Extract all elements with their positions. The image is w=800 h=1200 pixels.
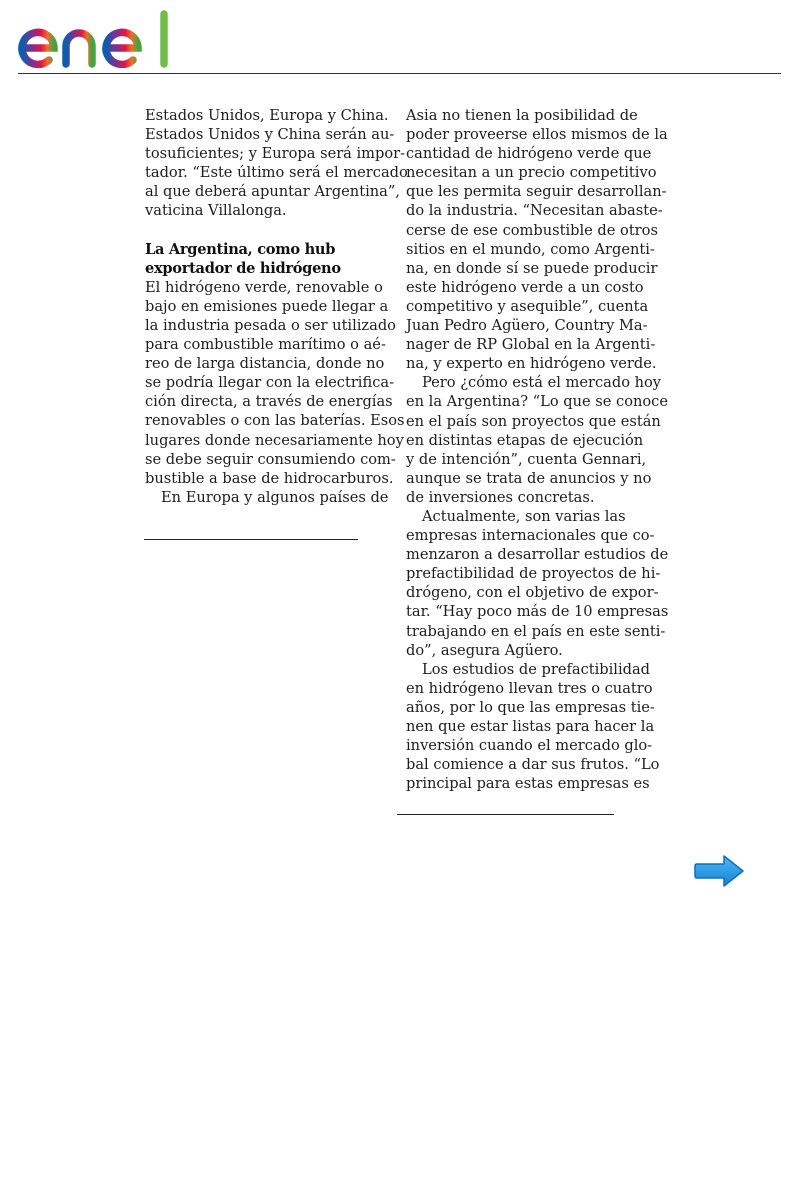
text-line: menzaron a desarrollar estudios de (406, 546, 669, 564)
text-line: necesitan a un precio competitivo (406, 164, 657, 182)
text-line: do la industria. “Necesitan abaste- (406, 202, 663, 220)
section-subheading (145, 240, 367, 278)
text-line: en hidrógeno llevan tres o cuatro (406, 679, 653, 697)
enel-logo (16, 8, 186, 70)
header-rule (18, 73, 781, 74)
text-line: en el país son proyectos que están (406, 412, 661, 430)
text-line: se podría llegar con la electrifica- (145, 374, 395, 392)
paragraph (145, 278, 405, 488)
column-end-rule (144, 539, 358, 540)
text-line: que les permita seguir desarrollan- (406, 183, 667, 201)
text-line: de inversiones concretas. (406, 488, 595, 506)
text-line: años, por lo que las empresas tie- (406, 698, 655, 716)
text-line: bustible a base de hidrocarburos. (145, 469, 394, 487)
text-line: Asia no tienen la posibilidad de (406, 107, 638, 124)
text-line: cerse de ese combustible de otros (406, 221, 658, 239)
text-line: competitivo y asequible”, cuenta (406, 297, 649, 315)
text-line: El hidrógeno verde, renovable o (145, 278, 383, 296)
text-line: la industria pesada o ser utilizado (145, 316, 396, 334)
article-right-column (406, 106, 669, 793)
text-line: trabajando en el país en este senti- (406, 622, 666, 640)
text-line: en la Argentina? “Lo que se conoce (406, 393, 668, 411)
text-line: Estados Unidos y China serán au- (145, 126, 395, 144)
text-line: tar. “Hay poco más de 10 empresas (406, 603, 669, 621)
text-line: tosuficientes; y Europa será impor- (145, 145, 406, 163)
text-line: En Europa y algunos países de (161, 488, 389, 506)
paragraph (145, 106, 408, 221)
text-line: Pero ¿cómo está el mercado hoy (422, 374, 662, 392)
paragraph (406, 373, 668, 507)
arrow-right-icon[interactable] (694, 853, 746, 889)
text-line: Los estudios de prefactibilidad (422, 660, 651, 678)
text-line: nager de RP Global en la Argenti- (406, 336, 656, 354)
article-left-column (145, 106, 408, 507)
text-line: principal para estas empresas es (406, 775, 650, 793)
subheading-line: exportador de hidrógeno (145, 259, 341, 277)
text-line: ción directa, a través de energías (145, 393, 393, 411)
paragraph (406, 106, 668, 373)
text-line: na, en donde sí se puede producir (406, 259, 658, 277)
text-line: do”, asegura Agüero. (406, 641, 563, 659)
text-line: para combustible marítimo o aé- (145, 336, 386, 354)
paragraph (406, 660, 660, 794)
text-line: al que deberá apuntar Argentina”, (145, 183, 400, 201)
text-line: este hidrógeno verde a un costo (406, 278, 644, 296)
text-line: tador. “Este último será el mercado (145, 164, 408, 182)
text-line: reo de larga distancia, donde no (145, 355, 385, 373)
text-line: bajo en emisiones puede llegar a (145, 297, 389, 315)
text-line: nen que estar listas para hacer la (406, 718, 655, 735)
subheading-line: La Argentina, como hub (145, 240, 336, 258)
text-line: poder proveerse ellos mismos de la (406, 126, 668, 144)
text-line: Actualmente, son varias las (422, 507, 626, 525)
text-line: inversión cuando el mercado glo- (406, 737, 653, 755)
text-line: aunque se trata de anuncios y no (406, 469, 652, 487)
text-line: y de intención”, cuenta Gennari, (406, 450, 647, 468)
text-line: en distintas etapas de ejecución (406, 431, 644, 449)
text-line: sitios en el mundo, como Argenti- (406, 240, 655, 258)
text-line: bal comience a dar sus frutos. “Lo (406, 756, 660, 774)
text-line: renovables o con las baterías. Esos (145, 412, 405, 430)
text-line: lugares donde necesariamente hoy (145, 431, 404, 449)
text-line: se debe seguir consumiendo com- (145, 450, 396, 468)
paragraph (406, 507, 669, 660)
text-line: Estados Unidos, Europa y China. (145, 107, 389, 124)
column-end-rule (397, 814, 614, 815)
text-line: cantidad de hidrógeno verde que (406, 145, 652, 163)
text-line: prefactibilidad de proyectos de hi- (406, 565, 661, 583)
text-line: empresas internacionales que co- (406, 527, 655, 545)
text-line: Juan Pedro Agüero, Country Ma- (406, 317, 648, 335)
text-line: na, y experto en hidrógeno verde. (406, 355, 657, 373)
text-line: drógeno, con el objetivo de expor- (406, 584, 659, 602)
text-line: vaticina Villalonga. (145, 202, 287, 220)
paragraph (145, 488, 389, 507)
